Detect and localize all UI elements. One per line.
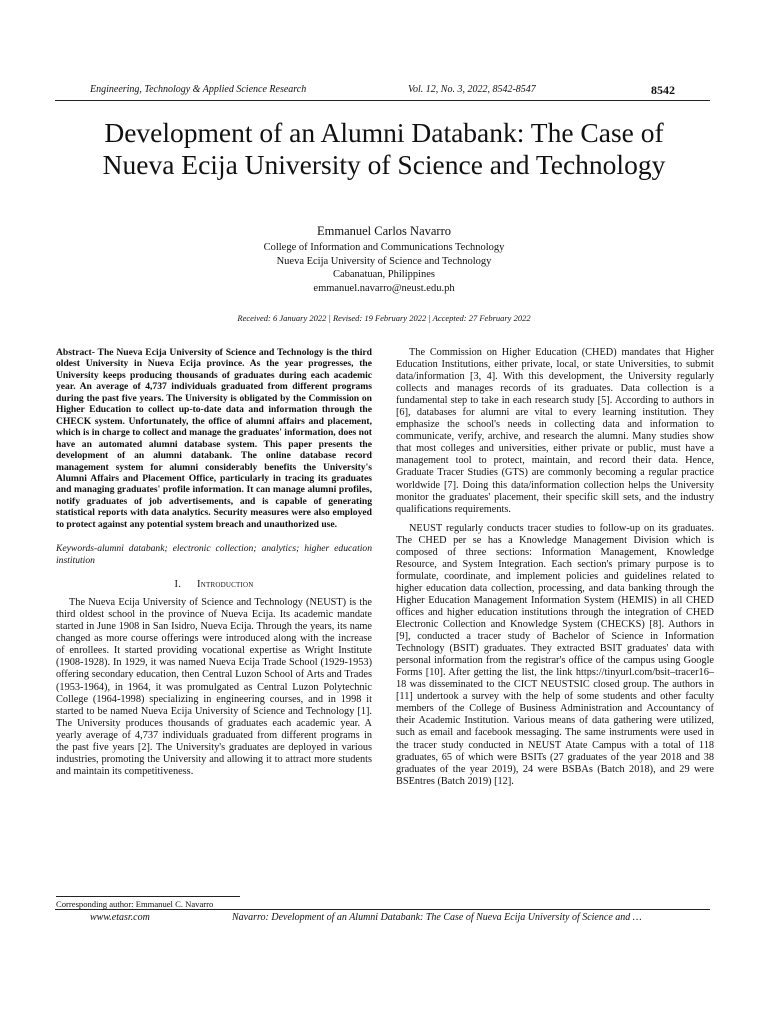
left-column — [56, 347, 372, 778]
author-block — [134, 223, 634, 295]
right-column — [396, 347, 714, 788]
introduction-paragraph: The Nueva Ecija University of Science and Technology (NEUST) is the third oldest school in the province of Nueva Ecija. Its academic mandate started in June 1908 in San Isidro, Nueva Ecija. Through the years, its name changed as more course offerings were introduced along with the increase of enrollees. It started providing vocational expertise as Wright Institute (1908-1928). In 1929, it was named Nueva Ecija Trade School (1929-1953) offering secondary education, then Central Luzon School of Arts and Trades (1953-1964), in 1964, it was promulgated as Central Luzon Polytechnic College (1964-1998) specializing in engineering courses, and in 1998 it started to be named Nueva Ecija University of Science and Technology [1]. The University produces thousands of graduates each academic year. A yearly average of 4,737 individuals graduated from different programs in the past five years [2]. The University's graduates are deployed in various industries, promoting the University and allowing it to attract more students and maintain its competitiveness. — [56, 597, 372, 777]
corresponding-author-footnote: Corresponding author: Emmanuel C. Navarro — [56, 899, 214, 909]
section-heading-introduction — [56, 579, 372, 591]
footer-rule — [55, 909, 710, 910]
volume-info: Vol. 12, No. 3, 2022, 8542-8547 — [408, 84, 536, 95]
running-footer — [90, 912, 710, 926]
keywords: Keywords-alumni databank; electronic collection; analytics; higher education institution — [56, 543, 372, 566]
journal-website: www.etasr.com — [90, 912, 150, 923]
author-email: emmanuel.navarro@neust.edu.ph — [313, 282, 455, 294]
journal-name: Engineering, Technology & Applied Science Research — [90, 84, 307, 95]
author-name: Emmanuel Carlos Navarro — [317, 224, 451, 238]
paper-title — [40, 117, 728, 181]
body-paragraph-tracer-studies: NEUST regularly conducts tracer studies to follow-up on its graduates. The CHED per se has a Knowledge Management Division which is composed of three sections: Information Management, Knowledge Resource, and System Integration. Each section's primary purpose is to formulate, coordinate, and implement policies and guidelines related to higher education data collection, processing, and data banking through the Higher Education Management Information System (HEMIS) in all CHED offices and higher education institutions through the integration of CHED Electronic Collection and Knowledge System (CHECKS) [8]. Authors in [9], conducted a tracer study of Bachelor of Science in Information Technology (BSIT) graduates. They extracted BSIT graduates' data with personal information from the registrar's office of the campus using Google Forms [10]. After getting the list, the link https://tinyurl.com/bsit–tracer16–18 was disseminated to the CICT NEUSTSIC closed group. The authors in [11] undertook a survey with the help of some students and other faculty members of the College of Business Administration and Accountancy of their Academic Institution. Various means of data gathering were utilized, such as email and facebook messaging. The same instruments were used in the tracer study conducted in NEUST Atate Campus with a total of 118 graduates, 65 of which were BSITs (27 graduates of the year 2018 and 38 graduates of the year 2019), 24 were BSBAs (Batch 2018), and 29 were BSEntres (Batch 2019) [12]. — [396, 522, 714, 787]
author-location: Cabanatuan, Philippines — [332, 269, 436, 281]
running-citation: Navarro: Development of an Alumni Databank: The Case of Nueva Ecija University of Science and … — [232, 912, 642, 923]
submission-dates: Received: 6 January 2022 | Revised: 19 February 2022 | Accepted: 27 February 2022 — [237, 313, 531, 323]
section-title: Introduction — [197, 579, 254, 591]
section-number: I. — [174, 579, 182, 591]
title-line-2: Nueva Ecija University of Science and Technology — [102, 149, 666, 180]
abstract: Abstract- The Nueva Ecija University of Science and Technology is the third oldest University in Nueva Ecija province. As the year progresses, the University keeps producing thousands of graduates during each academic year. An average of 4,737 individuals graduated from different programs during the past five years. The University is obligated by the Commission on Higher Education to collect up-to-date data and information through the CHECK system. Unfortunately, the office of alumni affairs and placement, which is in charge to collect and manage the graduates' information, does not have an automated alumni database system. This paper presents the development of an alumni databank. The online database record management system for alumni considerably benefits the University's Alumni Affairs and Placement Office, particularly in tracing its graduates and managing graduates' profile information. It can manage alumni profiles, notify graduates of job advertisements, and is capable of generating statistical reports with data analytics. Security measures were also employed to protect against any potential system breach and unauthorized use. — [56, 347, 372, 530]
title-line-1: Development of an Alumni Databank: The Case of — [104, 117, 664, 148]
body-paragraph-ched: The Commission on Higher Education (CHED) mandates that Higher Education Institutions, either private, local, or state Universities, to submit data/information [3, 4]. With this development, the University regularly collects and manages records of its graduates. Data collection is a fundamental step to take in each research study [5]. According to authors in [6], databases for alumni are vital to every learning institution. They emphasize the school's needs in collecting data and information to communicate, verify, archive, and research the alumni. Many studies show that most colleges and universities, either private or public, must have a management tool to protect, maintain, and record their data. Hence, Graduate Tracer Studies (GTS) are commonly becoming a regular practice worldwide [7]. Doing this data/information collection helps the University monitor the graduates' placement, their specific skill sets, and the industry qualifications requirements. — [396, 347, 714, 515]
running-header — [90, 84, 675, 100]
author-affiliation-university: Nueva Ecija University of Science and Technology — [276, 255, 492, 267]
author-affiliation-college: College of Information and Communications Technology — [263, 242, 505, 253]
page-number: 8542 — [651, 83, 675, 97]
footnote-rule — [56, 896, 240, 897]
header-rule — [55, 100, 710, 101]
